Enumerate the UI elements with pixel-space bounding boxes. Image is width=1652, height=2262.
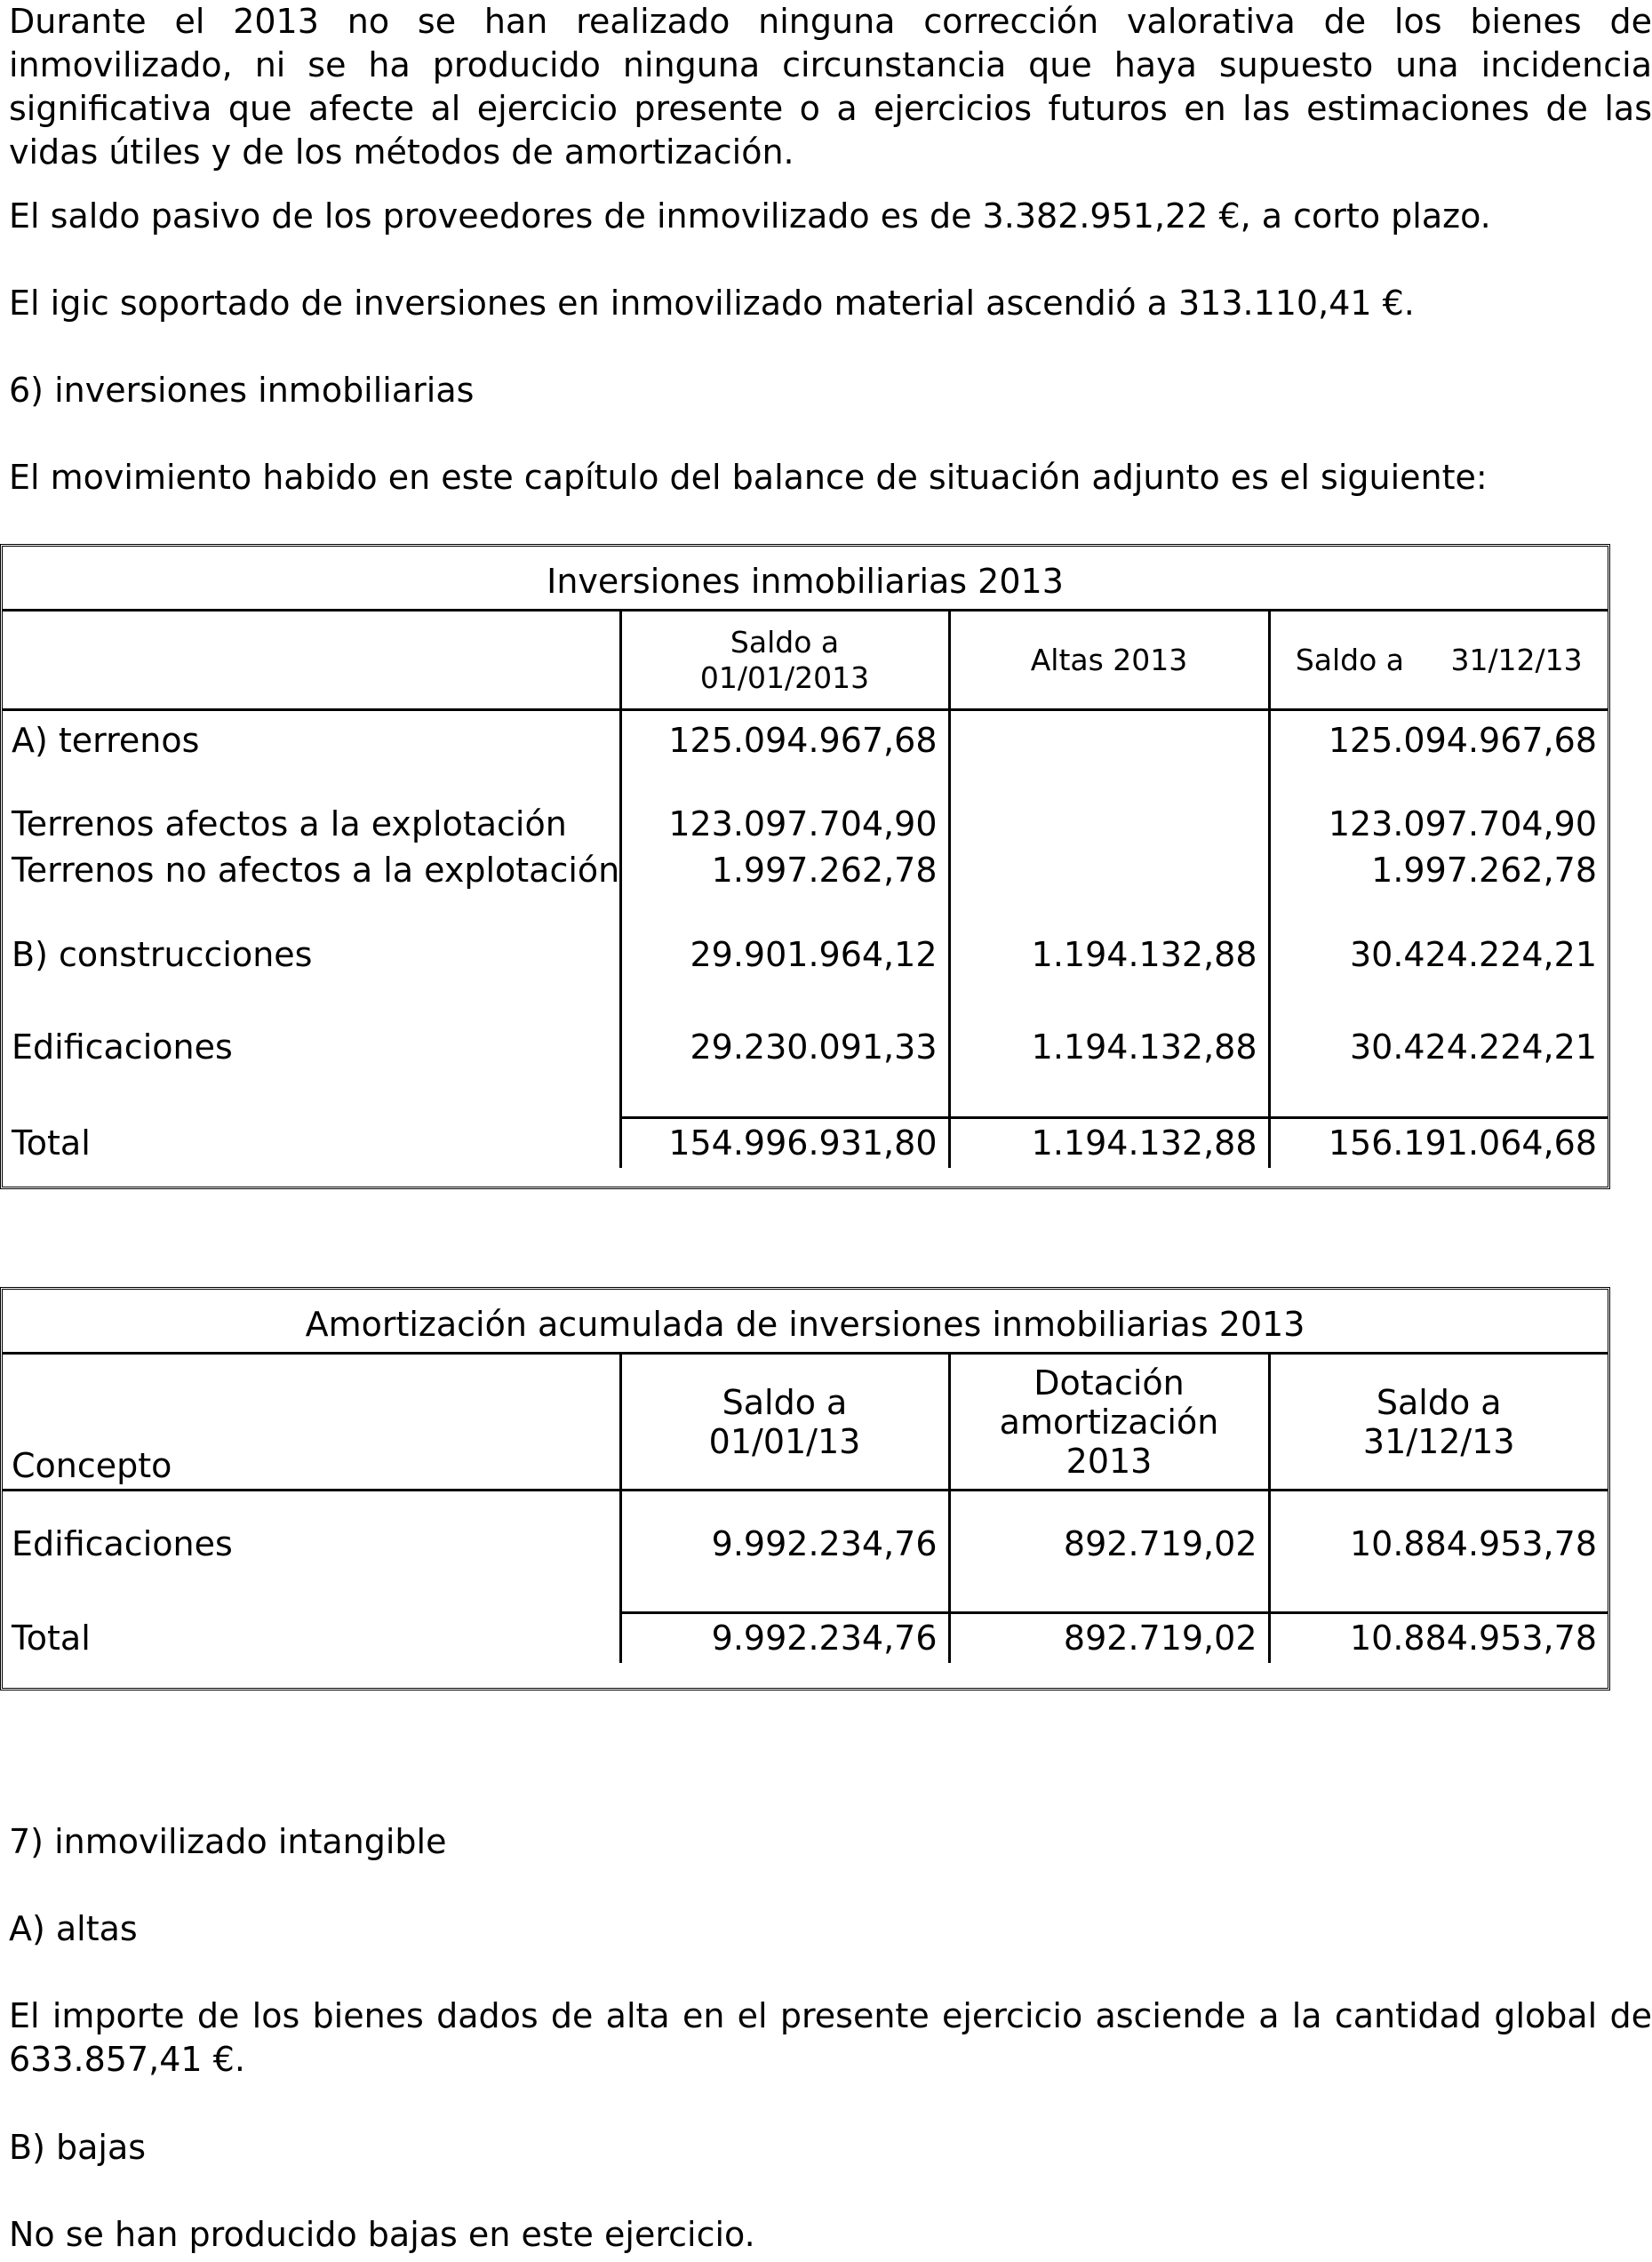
row-label: Edificaciones	[12, 1523, 233, 1563]
subheading-altas: A) altas	[9, 1909, 138, 1948]
table-row	[3, 847, 1608, 893]
cell-value: 29.230.091,33	[620, 1016, 949, 1078]
cell-value: 9.992.234,76	[620, 1613, 949, 1663]
table-inversiones-inmobiliarias	[0, 544, 1610, 1189]
cell-value: 1.194.132,88	[949, 1016, 1269, 1078]
row-label: Terrenos no afectos a la explotación	[12, 850, 620, 890]
column-header: Saldo a 31/12/13	[1269, 611, 1608, 710]
cell-value	[949, 710, 1269, 771]
table-title: Inversiones inmobiliarias 2013	[3, 547, 1608, 611]
cell-value	[949, 801, 1269, 847]
cell-value: 1.997.262,78	[620, 847, 949, 893]
cell-value: 10.884.953,78	[1269, 1613, 1608, 1663]
paragraph-saldo-proveedores: El saldo pasivo de los proveedores de inmovilizado es de 3.382.951,22 €, a corto plazo.	[9, 196, 1491, 236]
cell-value: 9.992.234,76	[620, 1521, 949, 1567]
cell-value: 892.719,02	[949, 1613, 1269, 1663]
cell-value: 1.194.132,88	[949, 1118, 1269, 1168]
table-row	[3, 1016, 1608, 1078]
paragraph-movimiento: El movimiento habido en este capítulo del balance de situación adjunto es el siguiente:	[9, 458, 1488, 497]
column-header: Dotación amortización 2013	[949, 1354, 1269, 1491]
cell-value: 29.901.964,12	[620, 923, 949, 986]
cell-value: 30.424.224,21	[1269, 1016, 1608, 1078]
paragraph-sin-bajas: No se han producido bajas en este ejercicio.	[9, 2215, 755, 2254]
row-label: A) terrenos	[12, 721, 200, 761]
table-row	[3, 710, 1608, 771]
paragraph-correccion-valorativa: Durante el 2013 no se han realizado ninguna corrección valorativa de los bienes de inmovilizado, ni se ha producido ninguna circunstancia que haya supuesto una incidencia significativa que afecte al ejercicio presente o a ejercicios futuros en las estimaciones de las vidas útiles y de los métodos de amortización.	[9, 2, 1652, 172]
row-label: Edificaciones	[12, 1027, 233, 1067]
row-label: Total	[12, 1123, 91, 1163]
column-header: Altas 2013	[949, 611, 1269, 710]
subheading-bajas: B) bajas	[9, 2128, 147, 2167]
row-label: Terrenos afectos a la explotación	[12, 803, 567, 843]
paragraph-importe-altas: El importe de los bienes dados de alta en el presente ejercicio asciende a la cantidad global de 633.857,41 €.	[9, 1996, 1652, 2079]
section-heading-inmovilizado-intangible: 7) inmovilizado intangible	[9, 1822, 447, 1861]
column-header: Concepto	[3, 1354, 620, 1491]
cell-value: 892.719,02	[949, 1521, 1269, 1567]
cell-value: 1.997.262,78	[1269, 847, 1608, 893]
row-label: Total	[12, 1618, 91, 1658]
cell-value: 10.884.953,78	[1269, 1521, 1608, 1567]
column-header	[3, 611, 620, 710]
table-total-row	[3, 1613, 1608, 1663]
table-row	[3, 1521, 1608, 1567]
table-row	[3, 801, 1608, 847]
table-title: Amortización acumulada de inversiones inmobiliarias 2013	[3, 1290, 1608, 1354]
cell-value	[949, 847, 1269, 893]
table-row	[3, 923, 1608, 986]
cell-value: 154.996.931,80	[620, 1118, 949, 1168]
section-heading-inversiones-inmobiliarias: 6) inversiones inmobiliarias	[9, 371, 475, 410]
cell-value: 30.424.224,21	[1269, 923, 1608, 986]
paragraph-igic-soportado: El igic soportado de inversiones en inmovilizado material ascendió a 313.110,41 €.	[9, 284, 1415, 323]
column-header: Saldo a 31/12/13	[1269, 1354, 1608, 1491]
column-header: Saldo a 01/01/2013	[620, 611, 949, 710]
cell-value: 125.094.967,68	[620, 710, 949, 771]
cell-value: 156.191.064,68	[1269, 1118, 1608, 1168]
table-amortizacion-acumulada	[0, 1287, 1610, 1691]
table-total-row	[3, 1118, 1608, 1168]
row-label: B) construcciones	[12, 934, 313, 974]
cell-value: 123.097.704,90	[620, 801, 949, 847]
column-header: Saldo a 01/01/13	[620, 1354, 949, 1491]
cell-value: 125.094.967,68	[1269, 710, 1608, 771]
cell-value: 123.097.704,90	[1269, 801, 1608, 847]
cell-value: 1.194.132,88	[949, 923, 1269, 986]
